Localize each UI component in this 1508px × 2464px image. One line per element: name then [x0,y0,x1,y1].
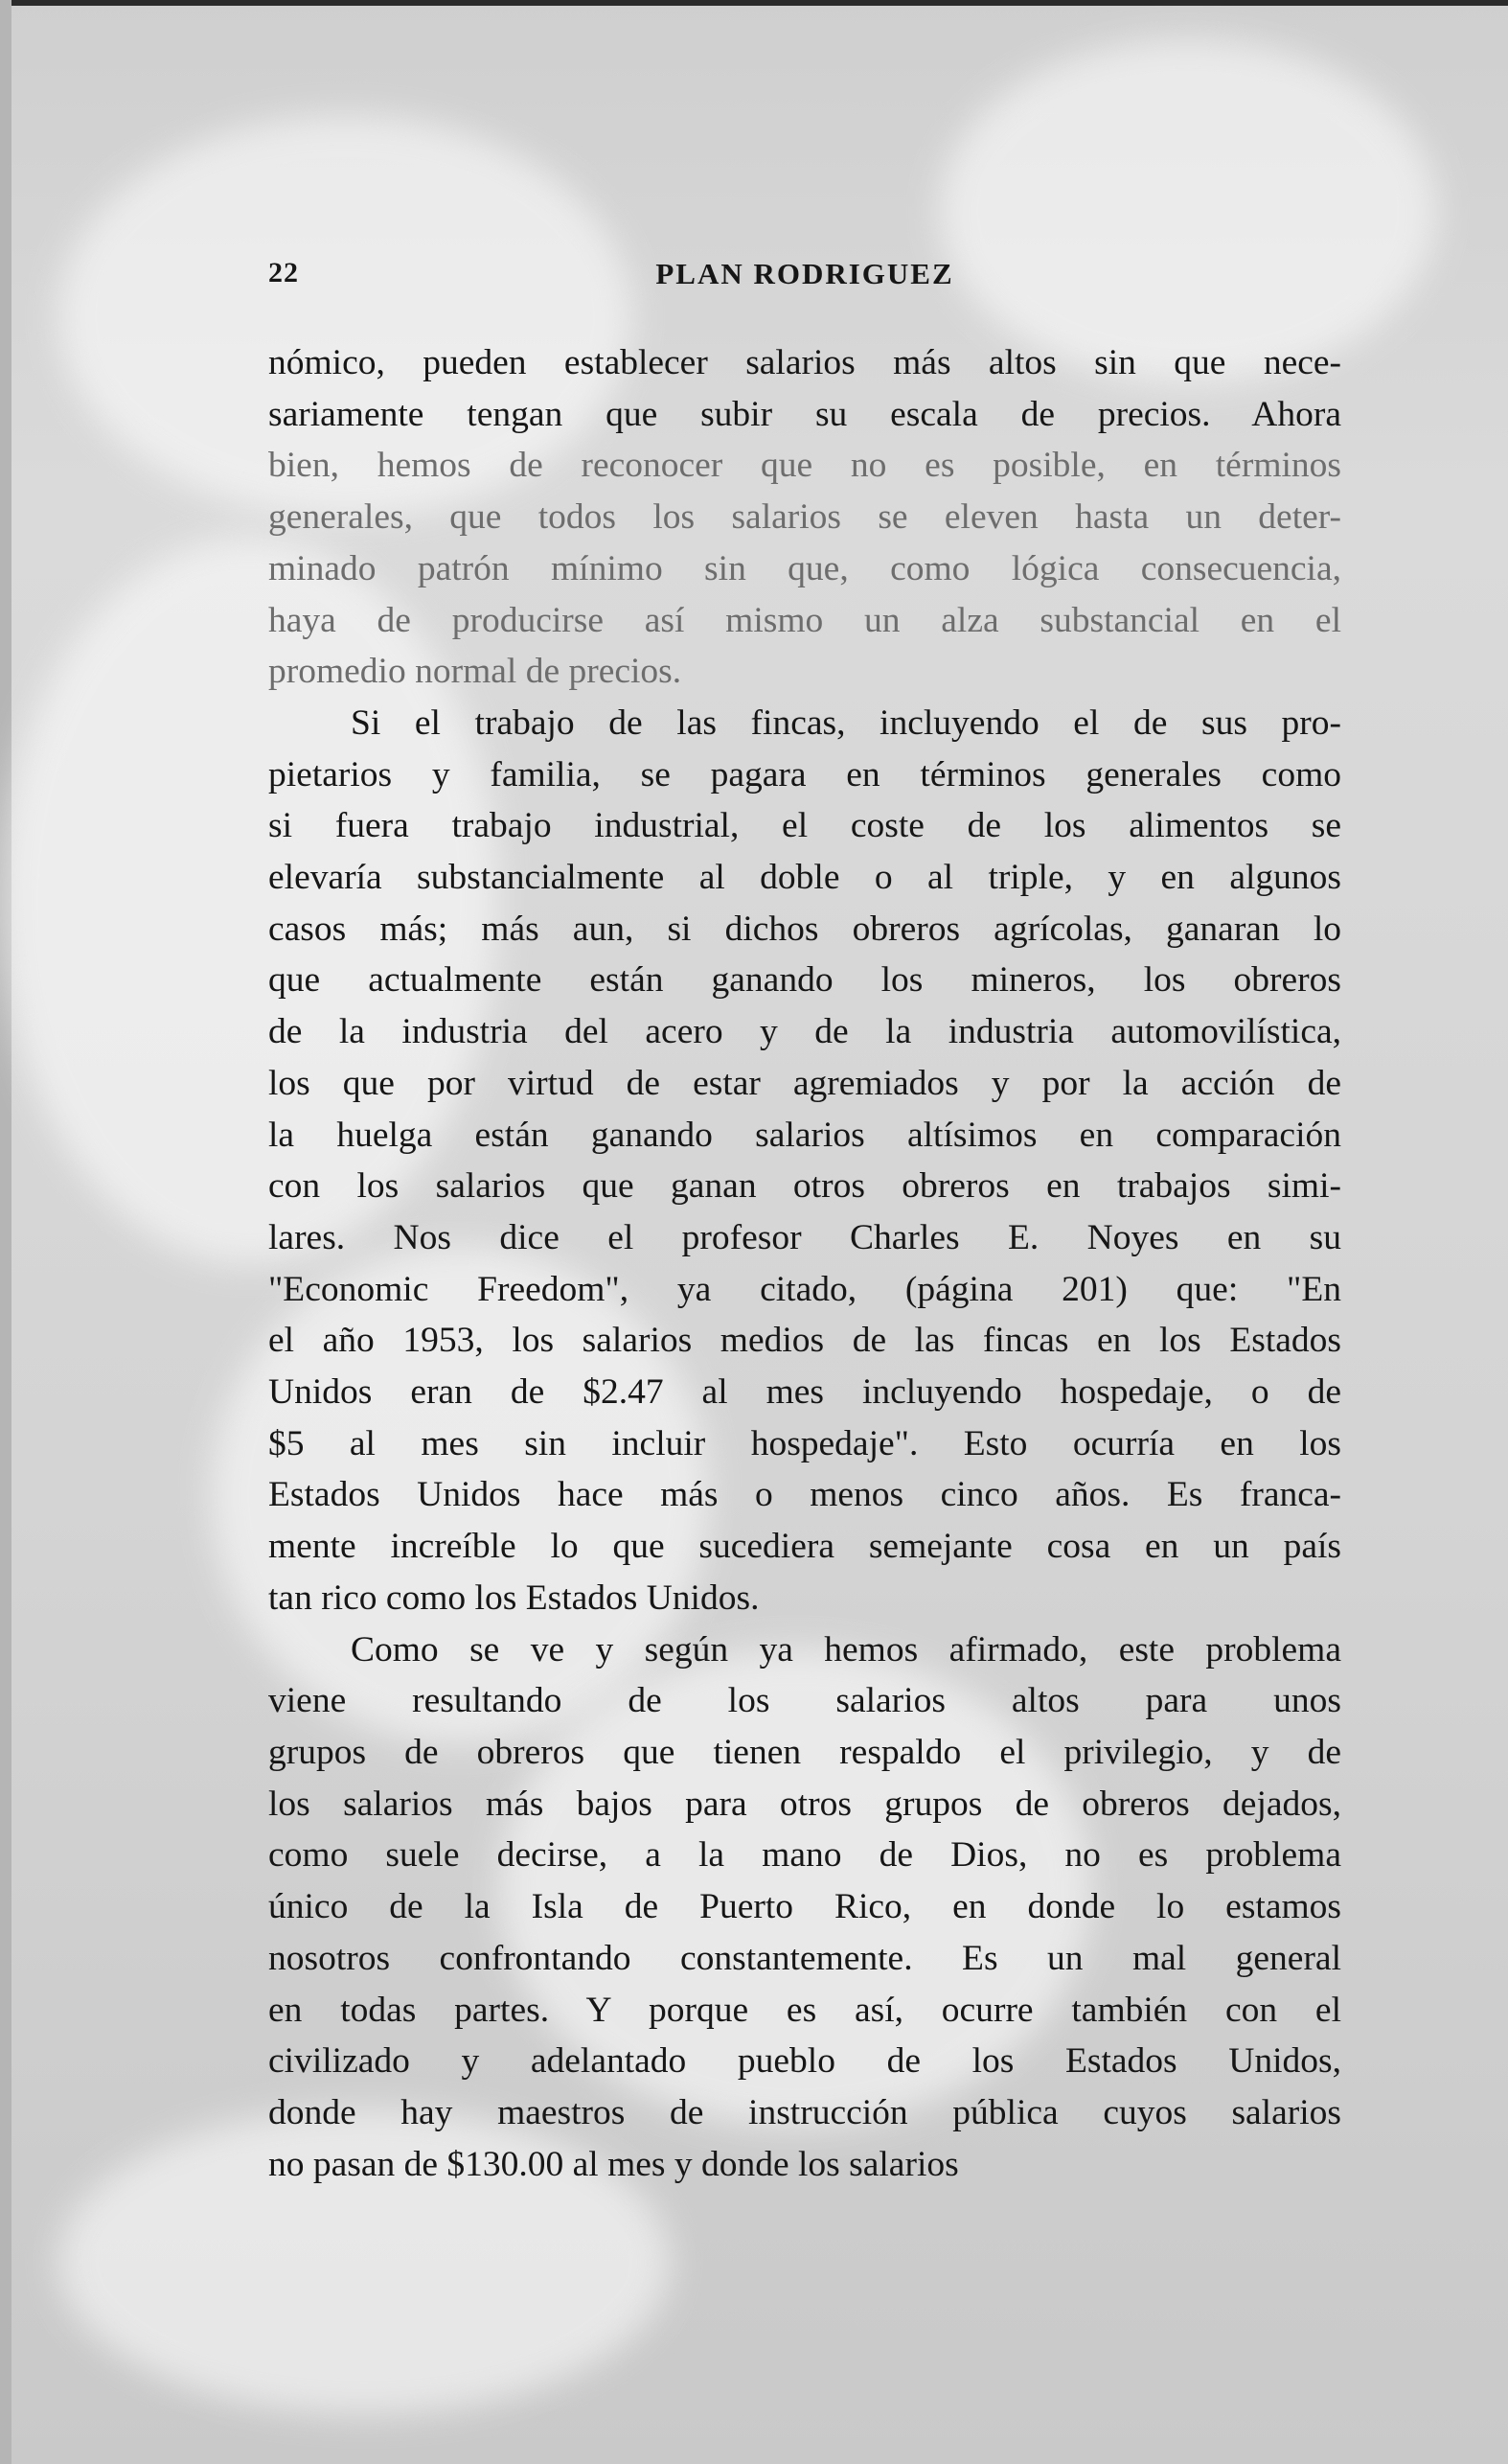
text-line: civilizado y adelantado pueblo de los Estados Unidos, [268,2041,1341,2082]
text-line: minado patrón mínimo sin que, como lógica consecuencia, [268,548,1341,588]
text-line: con los salarios que ganan otros obreros en trabajos simi- [268,1166,1341,1207]
text-line: grupos de obreros que tienen respaldo el privilegio, y de [268,1732,1341,1772]
page-number: 22 [268,257,299,288]
text-line: de la industria del acero y de la industria automovilística, [268,1012,1341,1052]
text-line: que actualmente están ganando los mineros, los obreros [268,960,1341,1001]
text-line: haya de producirse así mismo un alza substancial en el [268,600,1341,640]
text-line: Como se ve y según ya hemos afirmado, este problema [351,1629,1341,1670]
text-line: sariamente tengan que subir su escala de precios. Ahora [268,394,1341,434]
running-head: PLAN RODRIGUEZ [655,257,954,290]
text-line: elevaría substancialmente al doble o al triple, y en algunos [268,858,1341,898]
page-header [268,257,1341,299]
text-line: Estados Unidos hace más o menos cinco años. Es franca- [268,1475,1341,1515]
text-line: nómico, pueden establecer salarios más altos sin que nece- [268,343,1341,382]
text-line: tan rico como los Estados Unidos. [268,1577,760,1618]
text-line: el año 1953, los salarios medios de las fincas en los Estados [268,1321,1341,1361]
text-line: viene resultando de los salarios altos para unos [268,1681,1341,1721]
text-line: la huelga están ganando salarios altísimos en comparación [268,1115,1341,1155]
text-line: en todas partes. Y porque es así, ocurre también con el [268,1990,1341,2030]
text-line: promedio normal de precios. [268,652,682,692]
text-line: "Economic Freedom", ya citado, (página 201) que: "En [268,1269,1341,1309]
text-line: los salarios más bajos para otros grupos de obreros dejados, [268,1784,1341,1824]
text-line: generales, que todos los salarios se eleven hasta un deter- [268,497,1341,538]
text-line: mente increíble lo que sucediera semejante cosa en un país [268,1527,1341,1567]
text-line: casos más; más aun, si dichos obreros agrícolas, ganaran lo [268,909,1341,949]
page-top-edge [0,0,1508,6]
body-text [268,337,1341,2190]
text-line: Si el trabajo de las fincas, incluyendo el de sus pro- [351,702,1341,743]
text-line: donde hay maestros de instrucción pública cuyos salarios [268,2092,1341,2132]
text-line: pietarios y familia, se pagara en términos generales como [268,754,1341,794]
text-line: $5 al mes sin incluir hospedaje". Esto ocurría en los [268,1423,1341,1463]
text-line: no pasan de $130.00 al mes y donde los salarios [268,2144,959,2184]
text-line: como suele decirse, a la mano de Dios, no es problema [268,1835,1341,1876]
text-line: lares. Nos dice el profesor Charles E. Noyes en su [268,1217,1341,1257]
text-line: si fuera trabajo industrial, el coste de los alimentos se [268,806,1341,846]
text-line: único de la Isla de Puerto Rico, en donde lo estamos [268,1887,1341,1927]
text-line: Unidos eran de $2.47 al mes incluyendo hospedaje, o de [268,1372,1341,1413]
text-line: nosotros confrontando constantemente. Es un mal general [268,1938,1341,1978]
water-stain [939,38,1437,383]
text-line: bien, hemos de reconocer que no es posible, en términos [268,446,1341,486]
page-left-edge [0,0,11,2464]
text-line: los que por virtud de estar agremiados y por la acción de [268,1063,1341,1103]
